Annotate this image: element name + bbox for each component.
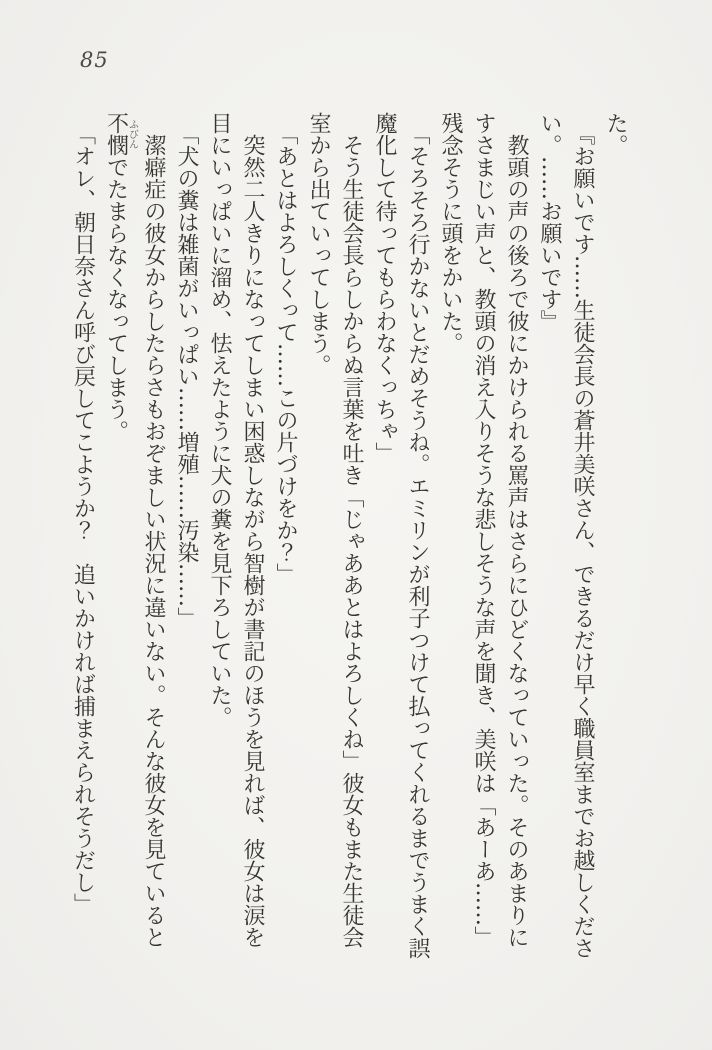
novel-line: 魔化して待ってもらわなくっちゃ」: [372, 112, 397, 464]
novel-line: 目にいっぱいに溜め、怯えたように犬の糞を見下ろしていた。: [207, 112, 232, 728]
novel-line: すさまじい声と、教頭の消え入りそうな悲しそうな声を聞き、美咲は「あーあ……」: [471, 112, 496, 948]
novel-line: い。……お願いです』: [537, 112, 562, 332]
page-number: 85: [80, 48, 109, 72]
novel-line-continuation: でたまらなくなってしまう。: [103, 156, 129, 442]
furigana-base: 不憫: [103, 112, 129, 156]
novel-line-with-furigana: [100, 112, 138, 996]
novel-line: 「そろそろ行かないとだめそうね。エミリンが利子つけて払ってくれるまでうまく誤: [405, 123, 430, 959]
novel-line: 教頭の声の後ろで彼にかけられる罵声はさらにひどくなっていった。そのあまりに: [504, 134, 529, 948]
novel-line: 「犬の糞は雑菌がいっぱい……増殖……汚染……」: [174, 123, 199, 629]
novel-line: 「あとはよろしくって……この片づけをか？」: [273, 123, 298, 585]
novel-line: 室から出ていってしまう。: [306, 112, 331, 376]
furigana-reading: ふびん: [126, 112, 138, 156]
novel-line: 残念そうに頭をかいた。: [438, 112, 463, 354]
novel-line: た。: [603, 112, 628, 156]
novel-line: 潔癖症の彼女からしたらさもおぞましい状況に違いない。そんな彼女を見ていると: [141, 134, 166, 948]
furigana-word: [103, 112, 138, 156]
novel-line: そう生徒会長らしからぬ言葉を吐き「じゃああとはよろしくね」彼女もまた生徒会: [339, 134, 364, 948]
novel-line: 「オレ、朝日奈さん呼び戻してこようか？ 追いかければ捕まえられそうだし」: [70, 123, 96, 915]
novel-line: 突然二人きりになってしまい困惑しながら智樹が書記のほうを見れば、彼女は涙を: [240, 134, 265, 948]
novel-line: 『お願いです……生徒会長の蒼井美咲さん、できるだけ早く職員室までお越しくださ: [570, 123, 595, 959]
novel-text-block: [67, 112, 633, 996]
